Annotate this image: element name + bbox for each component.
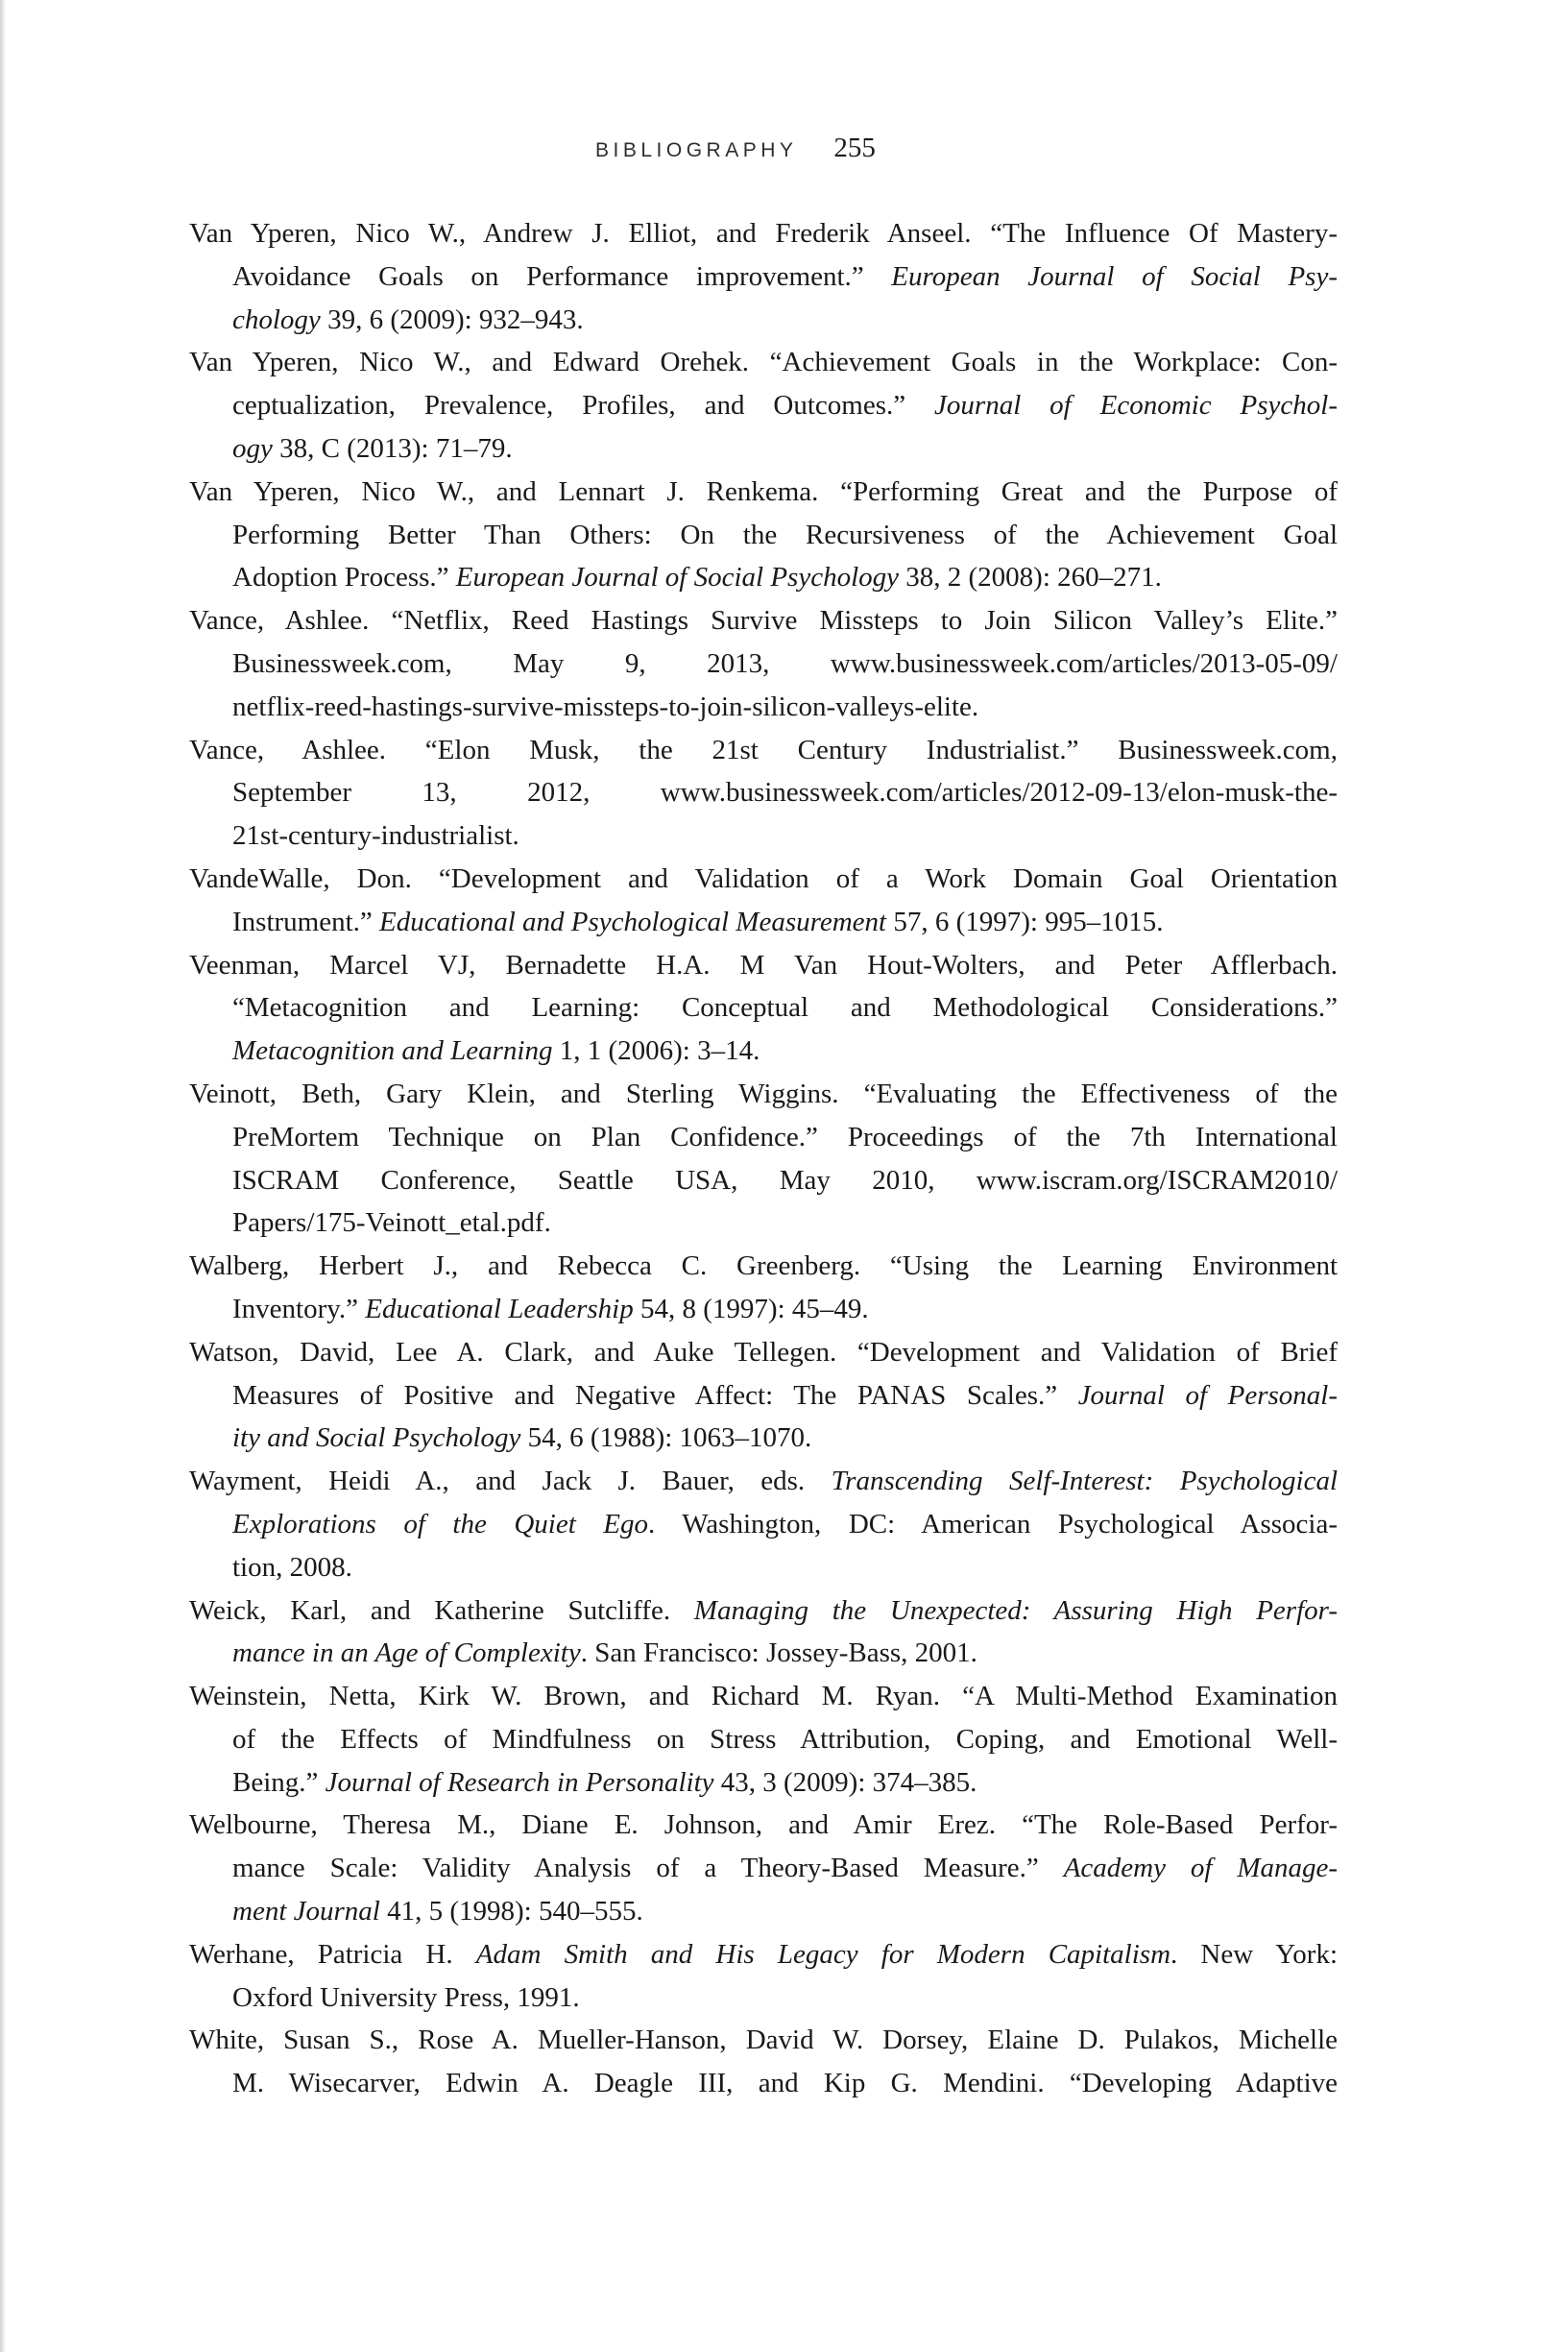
bibliography-entry <box>189 212 1338 341</box>
entry-segment: 39, 6 (2009): 932–943. <box>320 303 584 335</box>
entry-line <box>232 514 1338 557</box>
scan-edge-artifact <box>0 0 6 2352</box>
entry-line <box>232 771 1338 814</box>
bibliography-entry <box>189 471 1338 599</box>
entry-line <box>189 944 1338 987</box>
entry-line <box>232 1718 1338 1761</box>
bibliography-entry <box>189 1589 1338 1676</box>
entry-line <box>232 384 1338 427</box>
entry-line <box>232 1030 1338 1073</box>
entry-segment: Walberg, Herbert J., and Rebecca C. Greenberg. “Using the Learning Environment <box>189 1250 1338 1282</box>
entry-segment-italic: European Journal of Social Psy- <box>891 260 1338 292</box>
entry-line <box>232 299 1338 342</box>
entry-segment: Avoidance Goals on Performance improvement.” <box>232 260 892 292</box>
entry-line <box>189 1245 1338 1288</box>
entry-segment-italic: Metacognition and Learning <box>232 1035 553 1067</box>
entry-segment-italic: Journal of Personal- <box>1077 1379 1338 1411</box>
entry-line <box>189 1675 1338 1718</box>
entry-segment: ISCRAM Conference, Seattle USA, May 2010, www.iscram.org/ISCRAM2010/ <box>232 1164 1338 1196</box>
entry-line <box>232 1116 1338 1159</box>
entry-segment: . Washington, DC: American Psychological Associa- <box>648 1508 1338 1540</box>
entry-line <box>232 1890 1338 1933</box>
entry-line <box>189 1460 1338 1503</box>
entry-line <box>189 2019 1338 2062</box>
entry-segment: M. Wisecarver, Edwin A. Deagle III, and Kip G. Mendini. “Developing Adaptive <box>232 2068 1338 2099</box>
entry-segment-italic: European Journal of Social Psychology <box>455 562 900 594</box>
entry-segment-italic: Transcending Self-Interest: Psychological <box>831 1466 1338 1497</box>
entry-line <box>189 341 1338 384</box>
bibliography-entry <box>189 1331 1338 1460</box>
entry-segment-italic: ogy <box>232 432 273 464</box>
bibliography-entry <box>189 1933 1338 2020</box>
entry-line <box>189 1933 1338 1976</box>
running-header <box>595 133 876 164</box>
entry-segment: Businessweek.com, May 9, 2013, www.businessweek.com/articles/2013-05-09/ <box>232 647 1338 679</box>
entry-segment: “Metacognition and Learning: Conceptual and Methodological Considerations.” <box>232 992 1338 1024</box>
entry-segment-italic: ment Journal <box>232 1896 380 1928</box>
entry-line <box>189 1589 1338 1633</box>
entry-line <box>232 1976 1338 2020</box>
entry-segment-italic: chology <box>232 303 321 335</box>
entry-line <box>232 1503 1338 1546</box>
entry-line <box>189 729 1338 772</box>
entry-line <box>189 212 1338 255</box>
entry-segment-italic: Journal of Economic Psychol- <box>934 390 1339 422</box>
entry-segment-italic: mance in an Age of Complexity <box>232 1637 581 1669</box>
entry-segment: tion, 2008. <box>232 1551 352 1583</box>
entry-line <box>189 1804 1338 1847</box>
entry-segment: Veenman, Marcel VJ, Bernadette H.A. M Van Hout-Wolters, and Peter Afflerbach. <box>189 949 1338 981</box>
entry-segment-italic: Educational Leadership <box>365 1293 634 1324</box>
bibliography-entry <box>189 1804 1338 1932</box>
entry-line <box>189 1073 1338 1116</box>
entry-segment: Vance, Ashlee. “Netflix, Reed Hastings Survive Missteps to Join Silicon Valley’s Elite.” <box>189 605 1338 637</box>
entry-segment: Vance, Ashlee. “Elon Musk, the 21st Century Industrialist.” Businessweek.com, <box>189 734 1338 765</box>
entry-segment: September 13, 2012, www.businessweek.com/articles/2012-09-13/elon-musk-the- <box>232 777 1338 809</box>
entry-line <box>232 1417 1338 1460</box>
entry-segment: Van Yperen, Nico W., and Lennart J. Renkema. “Performing Great and the Purpose of <box>189 475 1338 507</box>
entry-line <box>232 1847 1338 1890</box>
entry-line <box>232 643 1338 686</box>
entry-segment: PreMortem Technique on Plan Confidence.” Proceedings of the 7th International <box>232 1121 1338 1152</box>
entry-segment: Weinstein, Netta, Kirk W. Brown, and Richard M. Ryan. “A Multi-Method Examination <box>189 1681 1338 1712</box>
bibliography-entry <box>189 599 1338 728</box>
entry-segment-italic: Educational and Psychological Measurement <box>379 906 887 937</box>
bibliography-entry <box>189 2019 1338 2105</box>
running-head-title: BIBLIOGRAPHY <box>595 139 798 161</box>
entry-segment: Measures of Positive and Negative Affect: The PANAS Scales.” <box>232 1379 1078 1411</box>
bibliography-entry <box>189 1073 1338 1245</box>
entry-segment: VandeWalle, Don. “Development and Validation of a Work Domain Goal Orientation <box>189 862 1338 894</box>
bibliography-entry <box>189 858 1338 944</box>
bibliography-entry <box>189 341 1338 470</box>
entry-segment: Adoption Process.” <box>232 562 456 594</box>
entry-segment: mance Scale: Validity Analysis of a Theory-Based Measure.” <box>232 1853 1064 1884</box>
bibliography-list <box>189 212 1338 2105</box>
entry-segment: of the Effects of Mindfulness on Stress Attribution, Coping, and Emotional Well- <box>232 1723 1338 1755</box>
entry-line <box>232 1546 1338 1589</box>
entry-segment: Being.” <box>232 1766 326 1798</box>
entry-segment: 43, 3 (2009): 374–385. <box>713 1766 977 1798</box>
entry-segment: ceptualization, Prevalence, Profiles, and Outcomes.” <box>232 390 935 422</box>
entry-line <box>189 1331 1338 1374</box>
entry-line <box>232 427 1338 471</box>
entry-segment: Veinott, Beth, Gary Klein, and Sterling Wiggins. “Evaluating the Effectiveness of the <box>189 1078 1338 1109</box>
entry-line <box>232 1159 1338 1202</box>
entry-line <box>189 599 1338 643</box>
entry-segment: Instrument.” <box>232 906 380 937</box>
entry-line <box>232 1201 1338 1245</box>
entry-line <box>232 901 1338 944</box>
entry-segment: Papers/175-Veinott_etal.pdf. <box>232 1207 551 1239</box>
entry-segment-italic: Adam Smith and His Legacy for Modern Capitalism <box>475 1938 1171 1970</box>
entry-segment: . San Francisco: Jossey-Bass, 2001. <box>580 1637 977 1669</box>
entry-segment-italic: Academy of Manage- <box>1063 1853 1339 1884</box>
entry-line <box>232 255 1338 299</box>
bibliography-entry <box>189 1460 1338 1588</box>
entry-segment: Welbourne, Theresa M., Diane E. Johnson, and Amir Erez. “The Role-Based Perfor- <box>189 1809 1338 1841</box>
entry-segment: 38, C (2013): 71–79. <box>272 432 513 464</box>
entry-segment: . New York: <box>1170 1938 1338 1970</box>
bibliography-entry <box>189 1245 1338 1331</box>
entry-segment: 38, 2 (2008): 260–271. <box>899 562 1162 594</box>
entry-segment: 41, 5 (1998): 540–555. <box>379 1896 643 1928</box>
entry-line <box>232 1761 1338 1805</box>
entry-segment-italic: Managing the Unexpected: Assuring High Perfor- <box>693 1594 1338 1626</box>
entry-segment-italic: Journal of Research in Personality <box>325 1766 714 1798</box>
entry-line <box>189 471 1338 514</box>
entry-segment: Werhane, Patricia H. <box>189 1938 476 1970</box>
entry-segment: Performing Better Than Others: On the Recursiveness of the Achievement Goal <box>232 519 1338 550</box>
entry-segment: Watson, David, Lee A. Clark, and Auke Tellegen. “Development and Validation of Brief <box>189 1336 1338 1368</box>
entry-segment: Weick, Karl, and Katherine Sutcliffe. <box>189 1594 694 1626</box>
entry-segment: Van Yperen, Nico W., Andrew J. Elliot, and Frederik Anseel. “The Influence Of Mastery- <box>189 218 1338 249</box>
bibliography-entry <box>189 1675 1338 1804</box>
entry-segment: White, Susan S., Rose A. Mueller-Hanson, David W. Dorsey, Elaine D. Pulakos, Michelle <box>189 2025 1338 2056</box>
entry-segment: 57, 6 (1997): 995–1015. <box>886 906 1164 937</box>
entry-segment: Van Yperen, Nico W., and Edward Orehek. “Achievement Goals in the Workplace: Con- <box>189 347 1338 378</box>
entry-line <box>189 858 1338 901</box>
entry-line <box>232 986 1338 1030</box>
bibliography-entry <box>189 944 1338 1073</box>
entry-line <box>232 1288 1338 1331</box>
entry-segment: 54, 6 (1988): 1063–1070. <box>520 1422 812 1454</box>
entry-line <box>232 556 1338 599</box>
page-number: 255 <box>833 133 876 163</box>
entry-line <box>232 1632 1338 1675</box>
entry-segment-italic: ity and Social Psychology <box>232 1422 521 1454</box>
entry-segment: 21st-century-industrialist. <box>232 820 519 852</box>
entry-segment-italic: Explorations of the Quiet Ego <box>232 1508 648 1540</box>
entry-line <box>232 2062 1338 2105</box>
entry-segment: Inventory.” <box>232 1293 366 1324</box>
entry-line <box>232 686 1338 729</box>
entry-segment: Oxford University Press, 1991. <box>232 1981 580 2013</box>
entry-line <box>232 1374 1338 1418</box>
entry-segment: 1, 1 (2006): 3–14. <box>552 1035 760 1067</box>
entry-segment: netflix-reed-hastings-survive-missteps-to-join-silicon-valleys-elite. <box>232 691 979 722</box>
entry-segment: 54, 8 (1997): 45–49. <box>633 1293 869 1324</box>
bibliography-entry <box>189 729 1338 858</box>
entry-line <box>232 814 1338 858</box>
entry-segment: Wayment, Heidi A., and Jack J. Bauer, eds. <box>189 1466 832 1497</box>
